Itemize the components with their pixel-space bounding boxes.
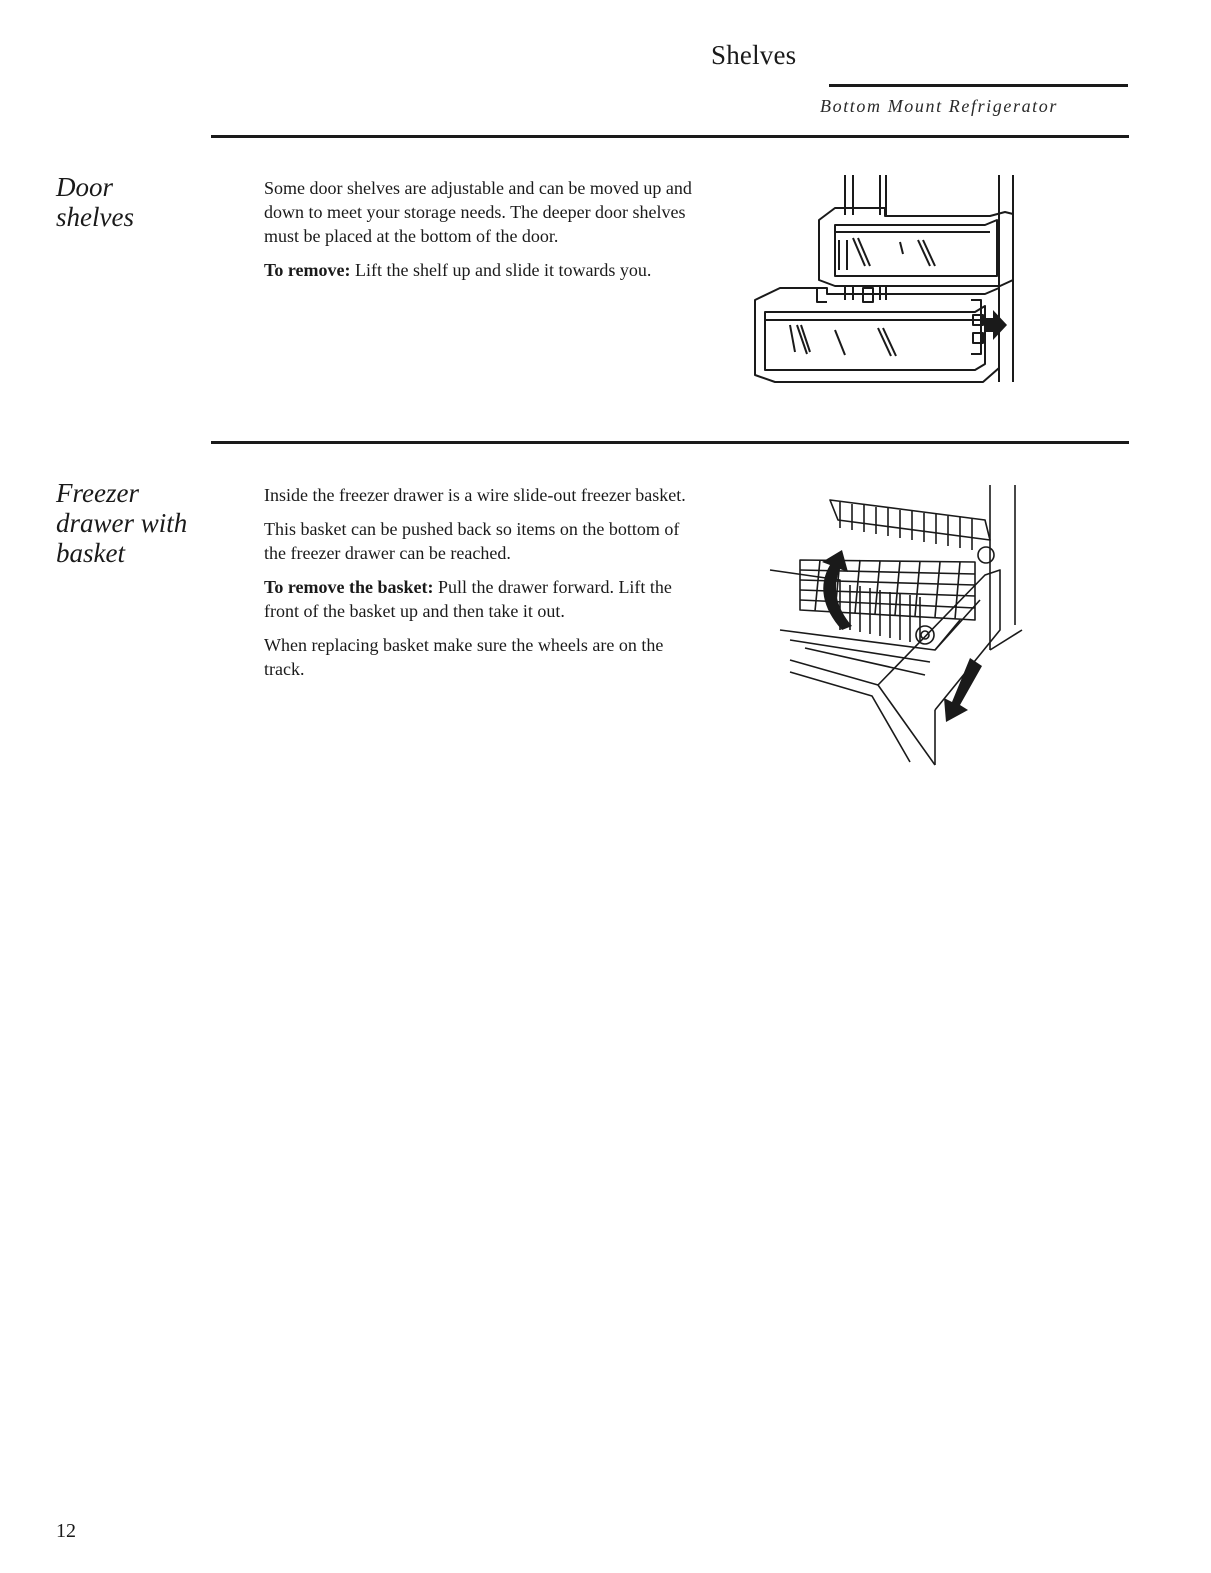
paragraph <box>264 258 704 282</box>
freezer-basket-illustration <box>760 480 1040 770</box>
paragraph <box>264 176 704 248</box>
section-body-door-shelves <box>264 176 704 292</box>
section-heading-door-shelves <box>56 172 226 232</box>
paragraph-text: Pull the drawer forward. Lift the front of the basket up and then take it out. <box>264 577 672 621</box>
section-heading-line: drawer with <box>56 508 188 538</box>
section-heading-line: basket <box>56 538 125 568</box>
section-heading-line: shelves <box>56 202 134 232</box>
paragraph <box>264 575 704 623</box>
paragraph-lead: To remove: <box>264 260 351 280</box>
section-heading-line: Freezer <box>56 478 139 508</box>
page-title: Shelves <box>711 40 797 70</box>
section-heading-freezer-drawer <box>56 478 226 568</box>
paragraph-text: Lift the shelf up and slide it towards you. <box>350 260 652 280</box>
section-body-freezer-drawer <box>264 483 704 691</box>
section-heading-line: Door <box>56 172 114 202</box>
paragraph-lead: To remove the basket: <box>264 577 434 597</box>
section-divider <box>211 135 1129 138</box>
paragraph <box>264 633 704 681</box>
page-number: 12 <box>56 1520 76 1542</box>
section-divider <box>211 441 1129 444</box>
door-shelves-illustration <box>735 170 1035 400</box>
paragraph-text: This basket can be pushed back so items on the bottom of the freezer drawer can be reached. <box>264 519 680 563</box>
paragraph-text: Some door shelves are adjustable and can be moved up and down to meet your storage needs. The deeper door shelves must be placed at the bottom of the door. <box>264 178 692 246</box>
page-subtitle: Bottom Mount Refrigerator <box>820 96 1058 116</box>
paragraph-text: When replacing basket make sure the wheels are on the track. <box>264 635 664 679</box>
paragraph <box>264 483 704 507</box>
paragraph <box>264 517 704 565</box>
header-rule <box>829 84 1128 87</box>
paragraph-text: Inside the freezer drawer is a wire slide-out freezer basket. <box>264 485 686 505</box>
